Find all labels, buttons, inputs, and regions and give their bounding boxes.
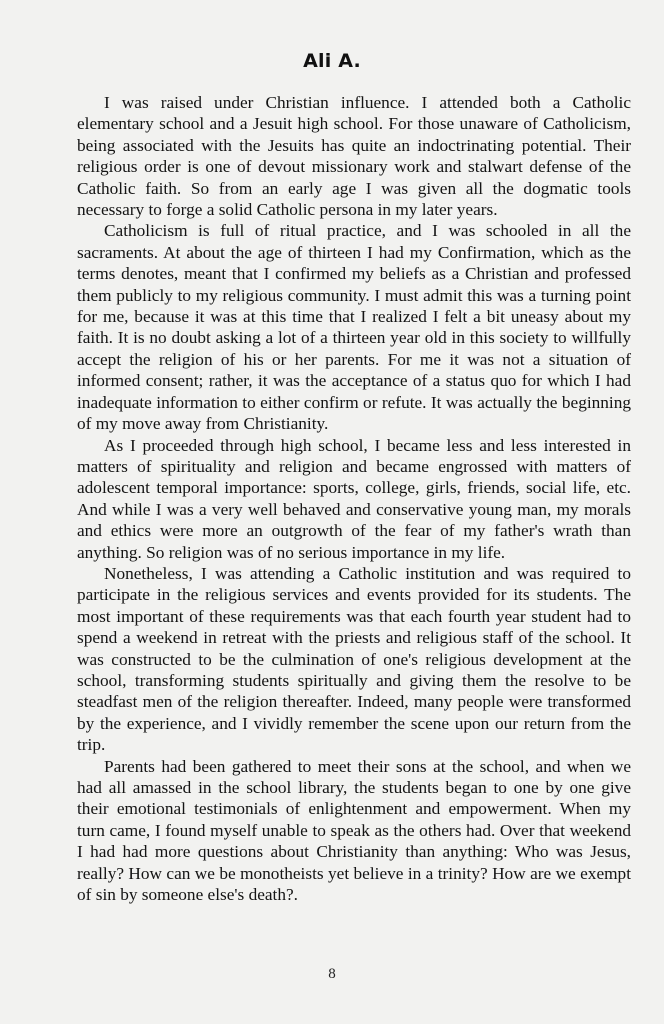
paragraph-2: Catholicism is full of ritual practice, and I was schooled in all the sacraments. At about the age of thirteen I had my Confirmation, which as the terms denotes, meant that I confirmed my beliefs as a Christian and professed them publicly to my religious community. I must admit this was a turning point for me, because it was at this time that I realized I felt a bit uneasy about my faith. It is no doubt asking a lot of a thirteen year old in this society to willfully accept the religion of his or her parents. For me it was not a situation of informed consent; rather, it was the acceptance of a status quo for which I had inadequate information to either confirm or refute. It was actually the beginning of my move away from Christianity. bbox=[77, 221, 631, 434]
paragraph-1: I was raised under Christian influence. I attended both a Catholic elementary school and a Jesuit high school. For those unaware of Catholicism, being associated with the Jesuits has quite an indoctrinating potential. Their religious order is one of devout missionary work and stalwart defense of the Catholic faith. So from an early age I was given all the dogmatic tools necessary to forge a solid Catholic persona in my later years. bbox=[77, 93, 631, 220]
body-text bbox=[77, 92, 631, 905]
paragraph-4: Nonetheless, I was attending a Catholic institution and was required to participate in the religious services and events provided for its students. The most important of these requirements was that each fourth year student had to spend a weekend in retreat with the priests and religious staff of the school. It was constructed to be the culmination of one's religious development at the school, transforming students spiritually and giving them the resolve to be steadfast men of the religion thereafter. Indeed, many people were transformed by the experience, and I vividly remember the scene upon our return from the trip. bbox=[77, 563, 631, 755]
page-number: 8 bbox=[328, 966, 336, 982]
paragraph-3: As I proceeded through high school, I became less and less interested in matters of spirituality and religion and became engrossed with matters of adolescent temporal importance: sports, college, girls, friends, social life, etc. And while I was a very well behaved and conservative young man, my morals and ethics were more an outgrowth of the fear of my father's wrath than anything. So religion was of no serious importance in my life. bbox=[77, 435, 631, 562]
paragraph-5: Parents had been gathered to meet their sons at the school, and when we had all amassed in the school library, the students began to one by one give their emotional testimonials of enlightenment and empowerment. When my turn came, I found myself unable to speak as the others had. Over that weekend I had had more questions about Christianity than anything: Who was Jesus, really? How can we be monotheists yet believe in a trinity? How are we exempt of sin by someone else's death?. bbox=[77, 756, 631, 905]
chapter-title: Ali A. bbox=[303, 50, 361, 72]
